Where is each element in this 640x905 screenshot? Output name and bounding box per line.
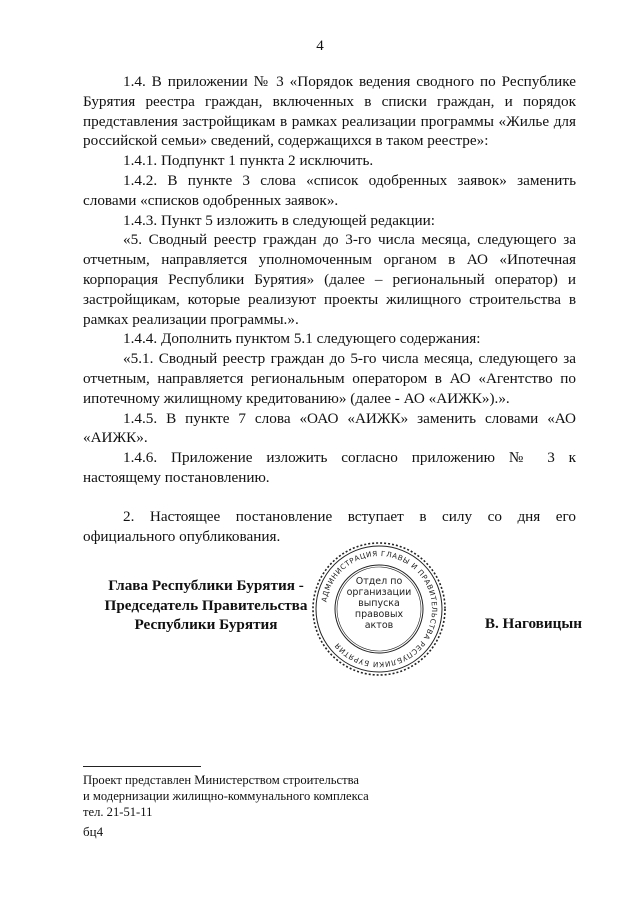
page-number: 4 xyxy=(316,38,324,54)
stamp-line: правовых xyxy=(354,609,404,620)
paragraph-1-4-4: 1.4.4. Дополнить пунктом 5.1 следующего содержания: xyxy=(123,330,481,348)
footnote xyxy=(83,772,483,820)
paragraph-1-4-6: 1.4.6. Приложение изложить согласно приложению № 3 к настоящему постановлению. xyxy=(83,449,576,486)
signer-position-line: Республики Бурятия xyxy=(134,616,278,633)
stamp-line: актов xyxy=(364,620,394,631)
footnote-line: и модернизации жилищно-коммунального комплекса xyxy=(83,789,369,803)
signer-name: В. Наговицын xyxy=(484,615,582,632)
stamp-line: Отдел по xyxy=(355,576,403,587)
paragraph-1-4-2: 1.4.2. В пункте 3 слова «список одобренных заявок» заменить словами «списков одобренных заявок». xyxy=(83,171,576,209)
document-code: бц4 xyxy=(83,824,104,839)
footnote-line: тел. 21-51-11 xyxy=(83,805,153,819)
paragraph-2: 2. Настоящее постановление вступает в силу со дня его официального опубликования. xyxy=(83,507,576,545)
footnote-divider xyxy=(83,766,201,767)
stamp-center-text xyxy=(335,576,423,631)
stamp-line: организации xyxy=(346,587,412,598)
stamp-line: выпуска xyxy=(358,598,400,609)
signer-position-line: Председатель Правительства xyxy=(104,596,308,614)
paragraph-1-4: 1.4. В приложении № 3 «Порядок ведения сводного по Республике Бурятия реестра граждан, включенных в списки граждан, и порядок представления застройщикам в рамках реализации программы «Жилье для российской семьи» сведений, содержащихся в таком реестре»: xyxy=(83,73,576,150)
paragraph-quote-5-1: «5.1. Сводный реестр граждан до 5-го числа месяца, следующего за отчетным, направляется региональным оператором в АО «Агентство по ипотечному жилищному кредитованию» (далее - АО «АИЖК»).». xyxy=(83,350,576,407)
paragraph-1-4-1: 1.4.1. Подпункт 1 пункта 2 исключить. xyxy=(123,152,374,170)
footnote-line: Проект представлен Министерством строительства xyxy=(83,773,359,787)
document-body xyxy=(83,72,576,546)
signer-position xyxy=(96,576,316,635)
stamp-ring-text: АДМИНИСТРАЦИЯ ГЛАВЫ И ПРАВИТЕЛЬСТВА РЕСПУБЛИКИ БУРЯТИЯ xyxy=(319,548,440,670)
signer-position-line: Глава Республики Бурятия - xyxy=(108,577,304,594)
official-stamp xyxy=(310,540,448,678)
paragraph-quote-5: «5. Сводный реестр граждан до 3-го числа месяца, следующего за отчетным, направляется уполномоченным органом в АО «Ипотечная корпорация Республики Бурятия» (далее – региональный оператор) и застройщикам, которые реализуют проекты жилищного строительства в рамках реализации программы.». xyxy=(83,231,576,328)
paragraph-1-4-5: 1.4.5. В пункте 7 слова «ОАО «АИЖК» заменить словами «АО «АИЖК». xyxy=(83,409,576,447)
paragraph-1-4-3: 1.4.3. Пункт 5 изложить в следующей редакции: xyxy=(123,211,436,229)
